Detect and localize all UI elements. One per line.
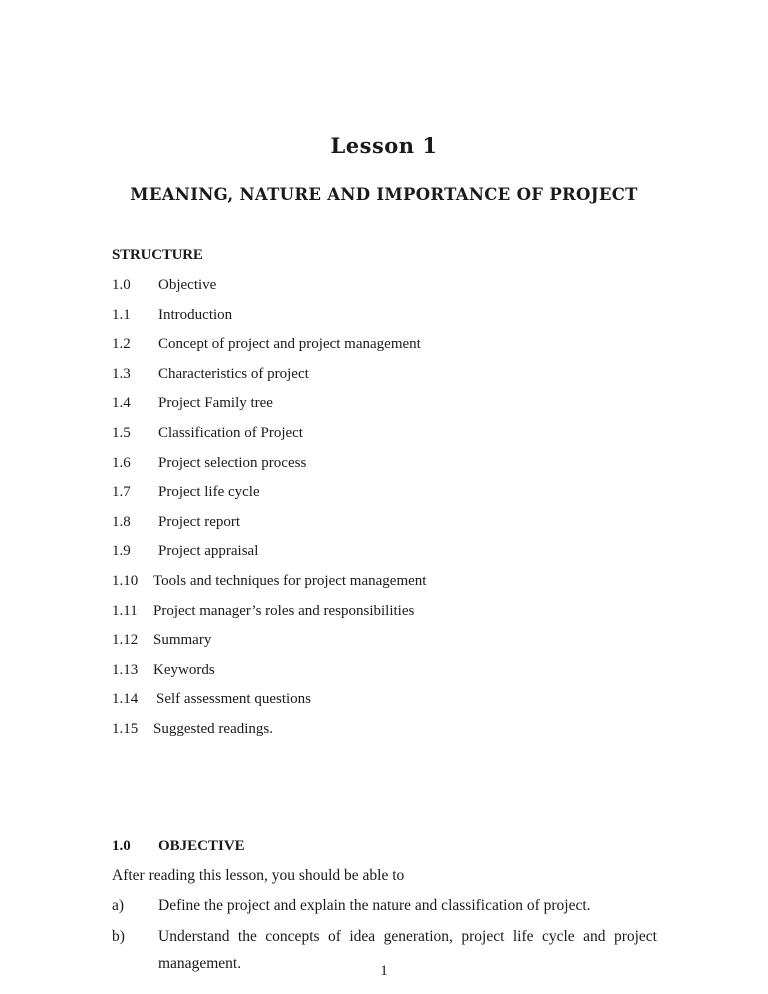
structure-item-number: 1.15 <box>112 720 139 737</box>
objective-heading <box>112 838 245 855</box>
structure-item-text: Self assessment questions <box>156 691 311 708</box>
structure-item-number: 1.8 <box>112 513 131 530</box>
structure-item-number: 1.13 <box>112 661 139 678</box>
objective-intro: After reading this lesson, you should be able to <box>112 867 405 884</box>
structure-item-text: Characteristics of project <box>158 365 309 382</box>
structure-item <box>112 514 426 544</box>
structure-item-number: 1.1 <box>112 306 131 323</box>
structure-item-number: 1.12 <box>112 632 139 649</box>
structure-item-number: 1.10 <box>112 572 139 589</box>
structure-item <box>112 366 426 396</box>
structure-item <box>112 425 426 455</box>
structure-item-text: Objective <box>158 277 217 293</box>
structure-heading: STRUCTURE <box>112 247 203 263</box>
structure-item-number: 1.3 <box>112 365 131 382</box>
page-number: 1 <box>380 963 388 979</box>
objective-point <box>112 897 657 919</box>
structure-item-text: Keywords <box>153 661 215 678</box>
structure-item <box>112 721 426 751</box>
structure-item <box>112 691 426 721</box>
structure-item <box>112 543 426 573</box>
structure-item-text: Project appraisal <box>158 543 259 560</box>
structure-item-text: Project report <box>158 513 241 530</box>
objective-heading-text: OBJECTIVE <box>158 838 245 854</box>
structure-item <box>112 573 426 603</box>
structure-item-text: Introduction <box>158 306 233 323</box>
structure-item-text: Suggested readings. <box>153 720 273 737</box>
objective-point-letter: b) <box>112 928 125 945</box>
structure-list <box>112 277 426 751</box>
structure-item <box>112 277 426 307</box>
structure-item <box>112 484 426 514</box>
structure-item-text: Project life cycle <box>158 484 260 501</box>
structure-item <box>112 395 426 425</box>
lesson-title: Lesson 1 <box>330 133 438 158</box>
structure-item-number: 1.11 <box>112 602 138 619</box>
structure-item-text: Project manager’s roles and responsibilities <box>153 602 415 619</box>
structure-item-number: 1.14 <box>112 691 139 708</box>
structure-item-text: Concept of project and project management <box>158 336 421 353</box>
objective-point-text: Understand the concepts of idea generation, project life cycle and project management. <box>158 928 657 972</box>
structure-item-number: 1.5 <box>112 424 131 441</box>
objective-heading-number: 1.0 <box>112 838 131 854</box>
structure-item-text: Project Family tree <box>158 395 273 412</box>
structure-item <box>112 603 426 633</box>
structure-item-number: 1.6 <box>112 454 131 471</box>
structure-item-text: Classification of Project <box>158 424 303 441</box>
structure-item-text: Summary <box>153 632 212 649</box>
structure-item-number: 1.0 <box>112 277 131 293</box>
objective-point-text: Define the project and explain the nature and classification of project. <box>158 897 591 914</box>
structure-item <box>112 662 426 692</box>
structure-item-text: Project selection process <box>158 454 307 471</box>
structure-item <box>112 632 426 662</box>
structure-item-number: 1.4 <box>112 395 131 412</box>
structure-item-text: Tools and techniques for project management <box>153 572 427 589</box>
structure-item-number: 1.9 <box>112 543 131 560</box>
structure-item-number: 1.2 <box>112 336 131 353</box>
objective-point-letter: a) <box>112 897 125 914</box>
structure-item <box>112 455 426 485</box>
chapter-title: MEANING, NATURE AND IMPORTANCE OF PROJECT <box>130 185 638 204</box>
structure-item <box>112 336 426 366</box>
structure-item <box>112 307 426 337</box>
structure-item-number: 1.7 <box>112 484 131 501</box>
